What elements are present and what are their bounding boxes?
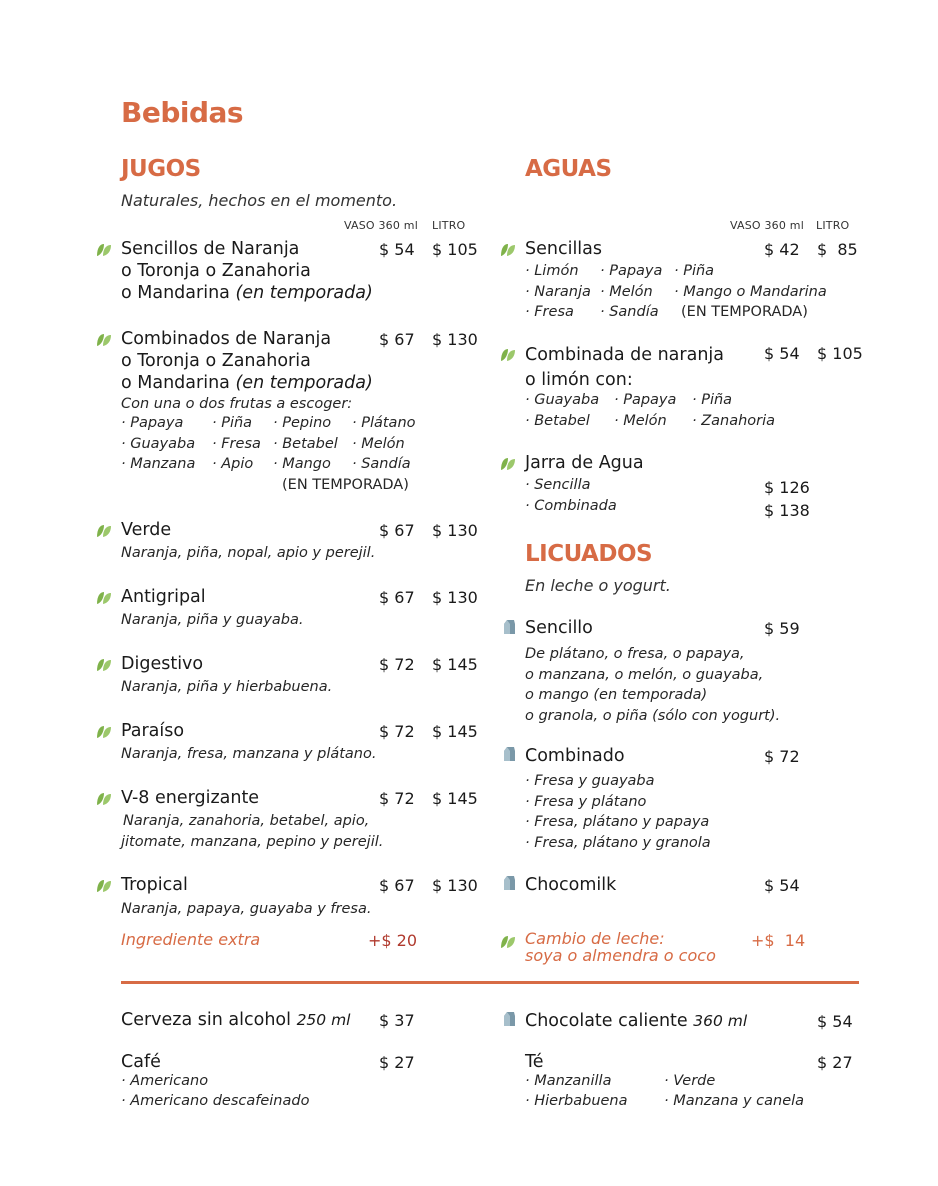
desc-line: De plátano, o fresa, o papaya,	[525, 646, 745, 662]
item-desc-tropical: Naranja, papaya, guayaba y fresa.	[121, 901, 372, 917]
item-name-line: o Toronja o Zanahoria	[121, 351, 311, 371]
menu-item-sencillos	[121, 238, 373, 304]
season-note-caps: (EN TEMPORADA)	[282, 477, 409, 493]
jarra-option: · Combinada	[525, 498, 617, 514]
fruit-option: · Piña	[212, 415, 253, 431]
te-option: · Manzanilla	[525, 1073, 612, 1089]
price-litro: $ 85	[817, 240, 858, 259]
price-vaso: $ 72	[379, 722, 415, 741]
combo-option: · Fresa, plátano y papaya	[525, 814, 710, 830]
leaf-icon	[96, 792, 112, 806]
item-name-chocolate	[525, 1010, 747, 1032]
column-header-vaso: VASO 360 ml	[730, 219, 804, 232]
price-vaso: $ 67	[379, 330, 415, 349]
milk-carton-icon	[502, 1011, 517, 1027]
leaf-icon	[96, 879, 112, 893]
item-price: $ 27	[379, 1053, 415, 1072]
leaf-icon	[500, 935, 516, 949]
item-price: $ 72	[764, 747, 800, 766]
item-desc-antigripal: Naranja, piña y guayaba.	[121, 612, 304, 628]
price-litro: $ 105	[432, 240, 478, 259]
section-heading-jugos: JUGOS	[121, 156, 201, 182]
item-desc-v8-line1: Naranja, zanahoria, betabel, apio,	[123, 813, 370, 829]
item-name-digestivo: Digestivo	[121, 654, 204, 674]
flavor-option: · Papaya	[600, 263, 663, 279]
combo-option: · Fresa y guayaba	[525, 773, 655, 789]
price-litro: $ 105	[817, 344, 863, 363]
menu-item-combinada	[525, 343, 724, 393]
item-name-te: Té	[525, 1052, 544, 1072]
item-size: 250 ml	[296, 1011, 351, 1029]
extra-ingredient-label: Ingrediente extra	[121, 930, 261, 949]
item-name-verde: Verde	[121, 520, 172, 540]
column-header-litro: LITRO	[432, 219, 466, 232]
fruit-option: · Betabel	[273, 436, 338, 452]
price-vaso: $ 67	[379, 521, 415, 540]
section-heading-licuados: LICUADOS	[525, 541, 653, 567]
desc-line: o granola, o piña (sólo con yogurt).	[525, 707, 781, 724]
item-name-combinado: Combinado	[525, 746, 625, 766]
cafe-option: · Americano descafeinado	[121, 1093, 310, 1109]
item-price: $ 54	[764, 876, 800, 895]
leaf-icon	[96, 243, 112, 257]
jarra-option: · Sencilla	[525, 477, 591, 493]
flavor-option: · Guayaba	[525, 392, 600, 408]
leaf-icon	[96, 591, 112, 605]
flavor-option: · Betabel	[525, 413, 590, 429]
combo-option: · Fresa, plátano y granola	[525, 834, 711, 851]
milk-change-line: Cambio de leche:	[525, 929, 665, 948]
leaf-icon	[96, 333, 112, 347]
item-desc-v8-line2: jitomate, manzana, pepino y perejil.	[121, 834, 384, 850]
item-name: Chocolate caliente	[525, 1011, 688, 1031]
price-vaso: $ 72	[379, 789, 415, 808]
item-name-tropical: Tropical	[121, 875, 188, 895]
te-option: · Verde	[664, 1073, 716, 1089]
item-size: 360 ml	[693, 1012, 748, 1030]
item-desc-verde: Naranja, piña, nopal, apio y perejil.	[121, 545, 376, 561]
price-litro: $ 145	[432, 722, 478, 741]
item-name-sencillo: Sencillo	[525, 618, 593, 638]
item-price: $ 27	[817, 1053, 853, 1072]
flavor-option: · Papaya	[614, 392, 677, 408]
item-price: $ 37	[379, 1011, 415, 1030]
item-desc-paraiso: Naranja, fresa, manzana y plátano.	[121, 746, 377, 762]
price-litro: $ 145	[432, 655, 478, 674]
flavor-option: · Mango o Mandarina	[674, 284, 827, 300]
fruit-option: · Plátano	[352, 415, 416, 431]
milk-change-label	[525, 930, 716, 964]
flavor-option: · Limón	[525, 263, 579, 279]
price-litro: $ 130	[432, 588, 478, 607]
item-name-line: o limón con:	[525, 370, 633, 390]
desc-line: o manzana, o melón, o guayaba,	[525, 666, 764, 683]
section-divider	[121, 981, 859, 984]
price-vaso: $ 72	[379, 655, 415, 674]
price-litro: $ 130	[432, 876, 478, 895]
milk-carton-icon	[502, 875, 517, 891]
leaf-icon	[96, 658, 112, 672]
item-name-line: Combinados de Naranja	[121, 329, 332, 349]
item-desc-sencillo	[525, 644, 780, 726]
milk-change-line: soya o almendra o coco	[525, 946, 716, 965]
combo-option: · Fresa y plátano	[525, 793, 647, 810]
price-vaso: $ 54	[379, 240, 415, 259]
jarra-price: $ 138	[764, 501, 810, 520]
leaf-icon	[500, 457, 516, 471]
fruit-option: · Pepino	[273, 415, 332, 431]
price-litro: $ 145	[432, 789, 478, 808]
section-subtitle-jugos: Naturales, hechos en el momento.	[121, 191, 398, 210]
desc-line: o mango (en temporada)	[525, 687, 708, 703]
item-name: Cerveza sin alcohol	[121, 1010, 291, 1030]
leaf-icon	[500, 348, 516, 362]
season-note: (en temporada)	[235, 283, 373, 303]
page-title: Bebidas	[121, 96, 244, 129]
item-name-chocomilk: Chocomilk	[525, 875, 617, 895]
column-header-litro: LITRO	[816, 219, 850, 232]
item-price: $ 54	[817, 1012, 853, 1031]
fruit-option: · Fresa	[212, 436, 261, 452]
season-note-caps: (EN TEMPORADA)	[681, 304, 808, 320]
fruit-option: · Mango	[273, 456, 331, 472]
section-subtitle-licuados: En leche o yogurt.	[525, 576, 671, 595]
milk-change-price: +$ 14	[751, 931, 806, 950]
flavor-option: · Melón	[600, 284, 653, 300]
item-name-line: o Mandarina	[121, 283, 230, 303]
leaf-icon	[96, 524, 112, 538]
item-name-line: o Mandarina	[121, 373, 230, 393]
te-option: · Hierbabuena	[525, 1093, 628, 1109]
season-note: (en temporada)	[235, 373, 373, 393]
fruit-option: · Guayaba	[121, 436, 196, 452]
flavor-option: · Sandía	[600, 304, 659, 320]
item-name-cafe: Café	[121, 1052, 161, 1072]
section-heading-aguas: AGUAS	[525, 156, 612, 182]
item-name-line: Combinada de naranja	[525, 345, 725, 365]
milk-carton-icon	[502, 619, 517, 635]
fruit-option: · Apio	[212, 456, 254, 472]
leaf-icon	[500, 243, 516, 257]
item-name-paraiso: Paraíso	[121, 721, 185, 741]
combinados-note: Con una o dos frutas a escoger:	[121, 396, 353, 412]
price-vaso: $ 42	[764, 240, 800, 259]
milk-carton-icon	[502, 746, 517, 762]
jarra-price: $ 126	[764, 478, 810, 497]
menu-item-combinados	[121, 328, 373, 394]
column-header-vaso: VASO 360 ml	[344, 219, 418, 232]
price-vaso: $ 67	[379, 588, 415, 607]
te-option: · Manzana y canela	[664, 1093, 805, 1109]
flavor-option: · Melón	[614, 413, 667, 429]
item-name-cerveza	[121, 1009, 350, 1031]
item-name-jarra: Jarra de Agua	[525, 453, 644, 473]
cafe-option: · Americano	[121, 1073, 209, 1089]
item-options-combinado	[525, 771, 711, 853]
flavor-option: · Naranja	[525, 284, 591, 300]
flavor-option: · Zanahoria	[692, 413, 776, 429]
extra-ingredient-price: +$ 20	[368, 931, 418, 950]
price-litro: $ 130	[432, 330, 478, 349]
leaf-icon	[96, 725, 112, 739]
fruit-option: · Manzana	[121, 456, 196, 472]
item-name-v8: V-8 energizante	[121, 788, 260, 808]
flavor-option: · Fresa	[525, 304, 574, 320]
fruit-option: · Melón	[352, 436, 405, 452]
fruit-option: · Sandía	[352, 456, 411, 472]
item-desc-digestivo: Naranja, piña y hierbabuena.	[121, 679, 333, 695]
flavor-option: · Piña	[692, 392, 733, 408]
item-name-sencillas: Sencillas	[525, 239, 603, 259]
item-name-antigripal: Antigripal	[121, 587, 206, 607]
flavor-option: · Piña	[674, 263, 715, 279]
item-name-line: Sencillos de Naranja	[121, 239, 300, 259]
fruit-option: · Papaya	[121, 415, 184, 431]
price-vaso: $ 67	[379, 876, 415, 895]
price-vaso: $ 54	[764, 344, 800, 363]
item-name-line: o Toronja o Zanahoria	[121, 261, 311, 281]
item-price: $ 59	[764, 619, 800, 638]
price-litro: $ 130	[432, 521, 478, 540]
